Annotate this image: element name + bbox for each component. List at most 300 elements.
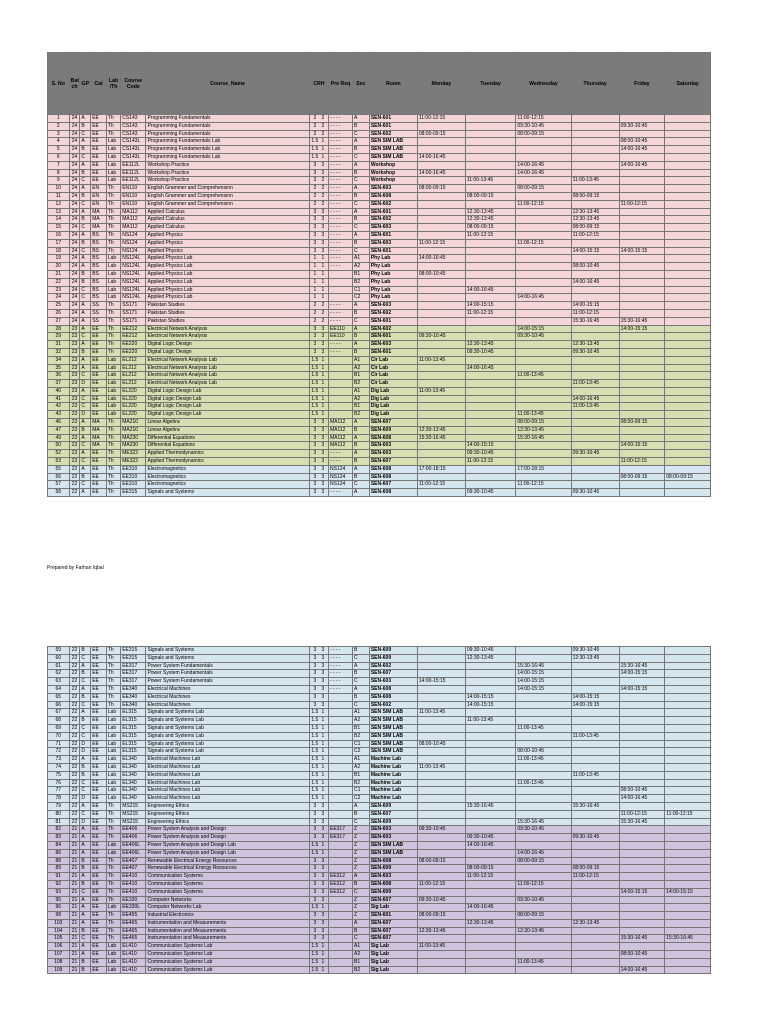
table-cell: 7	[48, 161, 70, 169]
table-cell	[309, 943, 328, 951]
table-cell	[417, 732, 465, 740]
table-cell: Engineering Ethics	[146, 802, 309, 810]
table-row	[48, 670, 711, 678]
table-cell: Programming Fundamentals	[146, 122, 309, 130]
table-cell: - - - -	[328, 263, 352, 271]
table-cell: 59	[48, 647, 70, 655]
table-cell	[571, 185, 619, 193]
table-cell: EE	[91, 724, 107, 732]
table-cell: C	[80, 200, 91, 208]
table-cell: 11:00-12:15	[516, 880, 571, 888]
table-row	[48, 372, 711, 380]
table-cell: Signals and Systems Lab	[146, 740, 309, 748]
table-cell	[417, 849, 465, 857]
table-cell: A	[80, 317, 91, 325]
table-cell	[619, 192, 665, 200]
table-cell: C	[353, 247, 370, 255]
table-cell: Phy Lab	[369, 263, 417, 271]
table-cell	[465, 294, 515, 302]
table-cell-value: 3	[321, 247, 325, 254]
table-cell: EE455	[121, 912, 146, 920]
table-row	[48, 224, 711, 232]
table-cell: B2	[353, 732, 370, 740]
table-cell-value: 1.5	[311, 356, 319, 363]
table-cell: 09:30-10:45	[571, 489, 619, 497]
timetable-page-1	[47, 52, 711, 497]
table-row	[48, 458, 711, 466]
table-cell: C2	[353, 795, 370, 803]
table-cell	[516, 395, 571, 403]
table-cell: MA	[91, 419, 107, 427]
table-cell-value: 3	[321, 670, 325, 677]
table-cell: Renewable Electrical Energy Resources	[146, 865, 309, 873]
table-cell: 29	[48, 333, 70, 341]
table-cell-value: 2	[321, 115, 325, 121]
table-cell: 82	[48, 826, 70, 834]
table-row	[48, 935, 711, 943]
table-cell-value: 1	[313, 294, 317, 301]
table-cell: SEN-607	[369, 810, 417, 818]
table-cell: SEN SIM LAB	[369, 146, 417, 154]
table-row	[48, 927, 711, 935]
table-cell: 22	[69, 489, 80, 497]
table-cell	[665, 880, 711, 888]
table-cell: A	[80, 255, 91, 263]
table-cell-value: 3	[313, 888, 317, 895]
table-cell: 76	[48, 779, 70, 787]
table-cell	[328, 779, 352, 787]
table-cell: Applied Calculus	[146, 208, 309, 216]
table-cell: 53	[48, 458, 70, 466]
table-cell-value: 1	[321, 958, 325, 965]
table-cell: 08:00-09:15	[571, 192, 619, 200]
table-row	[48, 865, 711, 873]
table-cell: 22	[69, 771, 80, 779]
table-cell: SEN-603	[369, 826, 417, 834]
table-cell: 15	[48, 224, 70, 232]
table-cell: SEN-603	[369, 185, 417, 193]
table-cell	[571, 966, 619, 974]
table-cell: A2	[353, 763, 370, 771]
table-cell	[309, 779, 328, 787]
table-cell: Th	[106, 802, 120, 810]
table-cell	[417, 958, 465, 966]
table-cell: SEN-608	[369, 857, 417, 865]
table-cell	[665, 263, 711, 271]
table-cell	[417, 122, 465, 130]
table-cell: Lab	[106, 951, 120, 959]
table-cell: A	[80, 951, 91, 959]
table-cell-value: 1	[321, 356, 325, 363]
table-cell: SEN SIM LAB	[369, 740, 417, 748]
table-cell-value: 1.5	[311, 763, 319, 770]
table-cell: B2	[353, 380, 370, 388]
table-cell	[309, 177, 328, 185]
table-cell	[571, 169, 619, 177]
table-cell: EE	[91, 717, 107, 725]
table-cell: 24	[48, 294, 70, 302]
table-cell	[619, 372, 665, 380]
table-cell: MS215	[121, 810, 146, 818]
table-cell: Lab	[106, 169, 120, 177]
table-cell	[465, 270, 515, 278]
table-cell	[619, 294, 665, 302]
table-cell: B	[353, 192, 370, 200]
table-cell: Signals and Systems Lab	[146, 748, 309, 756]
table-cell: A	[80, 419, 91, 427]
table-cell: 24	[69, 138, 80, 146]
table-cell: Phy Lab	[369, 294, 417, 302]
table-cell-value: 3	[321, 826, 325, 833]
table-cell: EE212	[121, 325, 146, 333]
table-cell	[619, 364, 665, 372]
table-cell: Phy Lab	[369, 278, 417, 286]
table-cell: 88	[48, 857, 70, 865]
table-cell	[516, 403, 571, 411]
table-cell: 11:00-12:15	[465, 458, 515, 466]
table-cell: - - - -	[328, 122, 352, 130]
table-cell	[309, 419, 328, 427]
table-cell: Programming Fundamentals Lab	[146, 153, 309, 161]
table-cell: EE	[91, 873, 107, 881]
table-cell: Th	[106, 450, 120, 458]
table-row	[48, 779, 711, 787]
table-cell: Electrical Network Analysis Lab	[146, 364, 309, 372]
table-cell: Engineering Ethics	[146, 818, 309, 826]
table-cell	[465, 966, 515, 974]
table-cell: 27	[48, 317, 70, 325]
table-cell	[328, 919, 352, 927]
table-cell-value: 3	[321, 888, 325, 895]
table-cell	[309, 826, 328, 834]
table-cell-value: 1	[321, 395, 325, 402]
table-cell: EN110	[121, 185, 146, 193]
table-cell-value: 3	[313, 224, 317, 231]
table-cell	[665, 647, 711, 655]
table-cell: 14:00-15:15	[571, 693, 619, 701]
table-cell: B	[80, 670, 91, 678]
table-cell: MA112	[121, 216, 146, 224]
table-cell: 24	[69, 161, 80, 169]
table-cell: 67	[48, 709, 70, 717]
table-cell: 24	[69, 208, 80, 216]
table-cell	[309, 841, 328, 849]
table-row	[48, 161, 711, 169]
table-cell-value: 3	[313, 489, 317, 496]
table-cell: 09:30-10:45	[417, 333, 465, 341]
table-cell	[571, 356, 619, 364]
table-cell: 70	[48, 732, 70, 740]
column-header: CRH	[309, 53, 328, 115]
table-cell: EE112L	[121, 177, 146, 185]
table-cell: 15:30-16:45	[619, 935, 665, 943]
table-cell: Instrumentation and Measurements	[146, 919, 309, 927]
table-cell	[309, 693, 328, 701]
table-row	[48, 724, 711, 732]
table-cell: MA230	[121, 434, 146, 442]
table-cell	[516, 966, 571, 974]
table-cell: Th	[106, 810, 120, 818]
table-cell: 22	[69, 818, 80, 826]
table-cell	[665, 685, 711, 693]
table-row	[48, 943, 711, 951]
table-cell	[665, 325, 711, 333]
table-cell	[516, 263, 571, 271]
table-cell	[328, 732, 352, 740]
table-cell-value: 3	[313, 231, 317, 238]
table-cell: 95	[48, 896, 70, 904]
table-cell	[309, 818, 328, 826]
table-cell: 24	[69, 115, 80, 123]
table-cell: CS143L	[121, 153, 146, 161]
table-cell	[328, 724, 352, 732]
table-cell: 104	[48, 927, 70, 935]
table-cell: 21	[69, 904, 80, 912]
table-cell	[665, 709, 711, 717]
table-cell: Th	[106, 434, 120, 442]
table-cell-value: 1.5	[311, 787, 319, 794]
table-cell: A	[80, 756, 91, 764]
table-cell	[417, 795, 465, 803]
table-cell: 08:00-10:45	[516, 748, 571, 756]
table-cell	[309, 216, 328, 224]
table-cell: A	[80, 356, 91, 364]
table-cell: 08:00-09:15	[465, 865, 515, 873]
table-cell-value: 3	[321, 685, 325, 692]
table-cell	[571, 411, 619, 419]
table-cell: A1	[353, 756, 370, 764]
table-cell: - - - -	[328, 317, 352, 325]
table-cell-value: 3	[321, 231, 325, 238]
table-cell: 14:00-16:45	[619, 146, 665, 154]
table-cell	[619, 169, 665, 177]
table-cell: Electromagnetics	[146, 465, 309, 473]
table-cell: SEN-609	[369, 818, 417, 826]
table-cell	[665, 200, 711, 208]
table-cell	[571, 958, 619, 966]
table-cell-value: 1	[321, 709, 325, 716]
table-cell: C	[80, 403, 91, 411]
table-cell	[665, 966, 711, 974]
table-cell: 14:00-15:15	[619, 685, 665, 693]
table-cell	[465, 333, 515, 341]
table-cell: 15:30-16:45	[516, 662, 571, 670]
table-cell	[309, 810, 328, 818]
table-cell	[309, 115, 328, 123]
table-row	[48, 465, 711, 473]
table-cell	[417, 810, 465, 818]
table-cell-value: 1	[321, 286, 325, 293]
table-cell: A	[80, 434, 91, 442]
table-cell: - - - -	[328, 255, 352, 263]
table-cell: A	[80, 943, 91, 951]
table-cell	[417, 161, 465, 169]
table-cell: B2	[353, 411, 370, 419]
table-cell: Lab	[106, 356, 120, 364]
table-cell	[619, 654, 665, 662]
table-cell	[309, 865, 328, 873]
table-cell	[309, 966, 328, 974]
table-cell: D	[80, 411, 91, 419]
table-cell: B	[80, 473, 91, 481]
table-cell: SEN SIM LAB	[369, 153, 417, 161]
table-cell	[665, 678, 711, 686]
table-cell-value: 1	[321, 756, 325, 763]
table-row	[48, 255, 711, 263]
table-cell: 22	[69, 724, 80, 732]
table-cell	[309, 795, 328, 803]
table-cell: C	[80, 442, 91, 450]
table-cell-value: 3	[313, 208, 317, 215]
table-cell: 15:30-16:45	[619, 317, 665, 325]
table-cell: SEN-603	[369, 239, 417, 247]
table-cell: 62	[48, 670, 70, 678]
table-cell: C	[353, 153, 370, 161]
table-cell	[619, 873, 665, 881]
table-cell-value: 1	[321, 943, 325, 950]
table-cell: - - - -	[328, 146, 352, 154]
table-cell: Dig Lab	[369, 387, 417, 395]
table-cell: 09:30-10:45	[417, 896, 465, 904]
table-cell	[665, 489, 711, 497]
table-cell: 12:30-13:45	[571, 919, 619, 927]
table-cell: A	[80, 873, 91, 881]
table-cell	[571, 849, 619, 857]
table-cell: 24	[69, 239, 80, 247]
table-cell: 22	[69, 693, 80, 701]
table-cell: A2	[353, 951, 370, 959]
table-cell: EL340	[121, 756, 146, 764]
table-cell	[619, 693, 665, 701]
table-cell: 11:00-12:15	[619, 458, 665, 466]
table-cell: B	[80, 763, 91, 771]
table-row	[48, 270, 711, 278]
table-cell: B	[80, 693, 91, 701]
table-cell: 11:00-12:15	[571, 873, 619, 881]
table-cell: 14:00-16:45	[516, 169, 571, 177]
table-cell: SEN-608	[369, 192, 417, 200]
table-cell: 37	[48, 380, 70, 388]
table-cell: 21	[69, 912, 80, 920]
table-cell	[665, 873, 711, 881]
table-cell: 14:00-15:15	[619, 325, 665, 333]
table-cell: EE	[91, 450, 107, 458]
table-cell: SEN-609	[369, 802, 417, 810]
table-cell: EE	[91, 795, 107, 803]
table-cell: A	[353, 685, 370, 693]
table-cell	[619, 434, 665, 442]
table-cell: C	[80, 153, 91, 161]
table-cell	[516, 146, 571, 154]
table-cell: CS143L	[121, 146, 146, 154]
table-cell: 103	[48, 919, 70, 927]
table-cell: SEN-609	[369, 426, 417, 434]
table-cell: 08:00-09:15	[619, 473, 665, 481]
table-cell	[417, 717, 465, 725]
table-cell: 22	[69, 748, 80, 756]
table-row	[48, 341, 711, 349]
table-cell: 24	[69, 200, 80, 208]
table-cell: 23	[69, 341, 80, 349]
table-cell: EE410	[121, 873, 146, 881]
table-cell-value: 3	[321, 810, 325, 817]
table-cell: Power System Analysis and Design Lab	[146, 841, 309, 849]
table-cell	[417, 685, 465, 693]
table-cell: 08:00-09:15	[571, 865, 619, 873]
table-cell	[465, 380, 515, 388]
table-cell-value: 3	[313, 442, 317, 449]
table-cell	[571, 880, 619, 888]
table-cell: EE	[91, 122, 107, 130]
table-cell: SEN-607	[369, 419, 417, 427]
table-cell-value: 3	[321, 662, 325, 669]
table-cell	[665, 411, 711, 419]
table-cell	[571, 465, 619, 473]
table-cell	[465, 771, 515, 779]
table-cell-value: 3	[313, 481, 317, 488]
table-cell-value: 3	[313, 169, 317, 176]
table-cell: B	[80, 426, 91, 434]
table-cell: B	[80, 880, 91, 888]
table-cell	[571, 122, 619, 130]
table-cell: Th	[106, 662, 120, 670]
table-cell: NS124L	[121, 270, 146, 278]
table-cell	[571, 912, 619, 920]
table-cell: English Grammer and Comprehension	[146, 192, 309, 200]
table-cell: SEN-602	[369, 662, 417, 670]
table-cell: A	[353, 919, 370, 927]
table-cell	[465, 138, 515, 146]
table-cell: 09:30-10:45	[516, 122, 571, 130]
table-cell	[665, 356, 711, 364]
table-cell: 89	[48, 865, 70, 873]
table-cell: - - - -	[328, 153, 352, 161]
table-cell	[619, 834, 665, 842]
table-cell: SEN-609	[369, 647, 417, 655]
table-cell: 42	[48, 403, 70, 411]
table-cell: C	[353, 224, 370, 232]
table-cell: EE	[91, 411, 107, 419]
table-cell	[309, 857, 328, 865]
table-cell	[619, 880, 665, 888]
table-cell-value: 3	[313, 458, 317, 465]
table-cell	[328, 865, 352, 873]
table-cell	[417, 372, 465, 380]
table-cell: 22	[69, 802, 80, 810]
table-cell: NS124	[121, 247, 146, 255]
table-cell	[516, 138, 571, 146]
column-header: Wednesday	[516, 53, 571, 115]
table-cell	[665, 341, 711, 349]
table-cell: D	[80, 380, 91, 388]
table-cell: B	[353, 169, 370, 177]
table-cell: Linear Algebra	[146, 426, 309, 434]
table-cell	[465, 403, 515, 411]
table-cell: Power System Fundamentals	[146, 670, 309, 678]
table-cell: 107	[48, 951, 70, 959]
table-cell	[309, 255, 328, 263]
table-cell	[309, 873, 328, 881]
table-cell	[328, 756, 352, 764]
table-cell: EL220	[121, 387, 146, 395]
table-cell: 74	[48, 763, 70, 771]
table-cell	[417, 841, 465, 849]
table-cell: D	[80, 818, 91, 826]
table-cell-value: 3	[313, 818, 317, 825]
table-cell	[619, 756, 665, 764]
table-cell	[571, 286, 619, 294]
table-cell: Z	[353, 857, 370, 865]
